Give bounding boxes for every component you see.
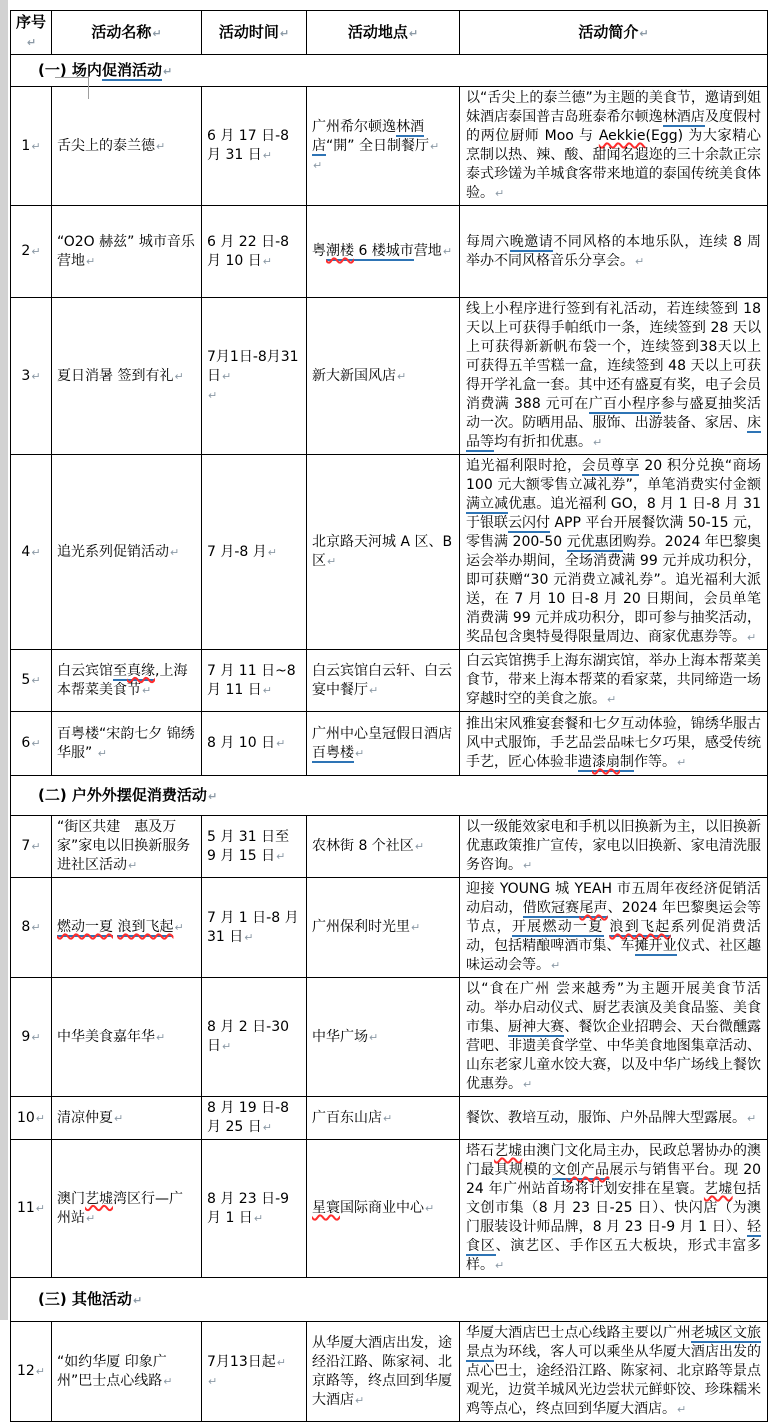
cell-intro: 每周六晚邀请不同风格的本地乐队，连续 8 周举办不同风格音乐分享会。↵ (460, 206, 768, 298)
activities-table (10, 10, 768, 1422)
table-row (11, 816, 768, 878)
cell-no: 2↵ (11, 206, 52, 298)
header-cell-intro: 活动简介↵ (460, 11, 768, 55)
table-row (11, 1322, 768, 1422)
table-row (11, 298, 768, 455)
cell-time: 5 月 31 日至 9 月 15 日↵ (202, 816, 307, 878)
header-cell-name: 活动名称↵ (52, 11, 202, 55)
cell-time: 8 月 23 日-9 月 1 日↵ (202, 1140, 307, 1278)
cell-intro: 白云宾馆携手上海东湖宾馆，举办上海本帮菜美食节，带来上海本帮菜的看家菜，共同缔造一场穿越时空的美食之旅。↵ (460, 650, 768, 712)
cell-location: 广州希尔顿逸林酒店“開” 全日制餐厅↵ ↵ (307, 87, 460, 206)
cell-location: 广百东山店↵ (307, 1097, 460, 1140)
cell-name: “O2O 赫兹” 城市音乐营地↵ (52, 206, 202, 298)
cell-intro: 以一级能效家电和手机以旧换新为主，以旧换新优惠政策推广宣传，家电以旧换新、家电清洗服务咨询。↵ (460, 816, 768, 878)
header-cell-time: 活动时间↵ (202, 11, 307, 55)
cell-time: 8 月 10 日↵ (202, 712, 307, 776)
cell-intro: 以“舌尖上的泰兰德”为主题的美食节，邀请到姐妹酒店泰国普吉岛班泰希尔顿逸林酒店及度假村的两位厨师 Moo 与 Aekkie(Egg) 为大家精心烹制以热、辣、酸、甜闻名遐迩的三十余款正宗泰式珍馐为羊城食客带来地道的泰国传统美食体验。↵ (460, 87, 768, 206)
cell-time: 7 月 1 日-8 月 31 日↵ (202, 878, 307, 978)
cell-location: 星寰国际商业中心↵ (307, 1140, 460, 1278)
cell-time: 8 月 19 日-8 月 25 日↵ (202, 1097, 307, 1140)
cell-time: 7 月 11 日~8 月 11 日↵ (202, 650, 307, 712)
table-row (11, 206, 768, 298)
cell-location: 中华广场↵ (307, 978, 460, 1097)
cell-location: 农林街 8 个社区↵ (307, 816, 460, 878)
activity-name: 舌尖上的泰兰德↵ (57, 137, 166, 154)
cell-no: 3↵ (11, 298, 52, 455)
cell-location: 北京路天河城 A 区、B 区↵ (307, 455, 460, 650)
cell-no: 1↵ (11, 87, 52, 206)
cell-time: 6 月 17 日-8 月 31 日↵ (202, 87, 307, 206)
page-margin-strip (0, 0, 8, 1320)
cell-intro: 华厦大酒店巴士点心线路主要以广州老城区文旅景点为环线，客人可以乘坐从华厦大酒店出发的点心巴士，途经沿江路、陈家祠、北京路等景点观光，边赏羊城风光边尝状元鲜虾饺、珍珠糯米鸡等点心，终点回到华厦大酒店。↵ (460, 1322, 768, 1422)
section-title: (二) 户外外摆促消费活动↵ (11, 776, 768, 816)
cell-no: 4↵ (11, 455, 52, 650)
cell-name: 燃动一夏 浪到飞起↵ (52, 878, 202, 978)
cell-location: 新大新国风店↵ (307, 298, 460, 455)
header-cell-no: 序号↵ (11, 11, 52, 55)
cell-no: 12↵ (11, 1322, 52, 1422)
section-title: (一) 场内促消活动↵ (11, 55, 768, 87)
cell-intro: 塔石艺墟由澳门文化局主办，民政总署协办的澳门最具规模的文创产品展示与销售平台。现 2024 年广州站首场将计划安排在星寰。艺墟包括文创市集（8 月 23 日-25 日）、快闪店（为澳门服装设计师品牌，8 月 23 日-9 月 1 日）、轻食区、演艺区、手作区五大板块，形式丰富多样。↵ (460, 1140, 768, 1278)
table-row (11, 712, 768, 776)
cell-time: 7月1日-8月31日↵ ↵ (202, 298, 307, 455)
cell-time: 7月13日起↵ ↵ (202, 1322, 307, 1422)
cell-no: 9↵ (11, 978, 52, 1097)
section-header-row-3 (11, 1278, 768, 1322)
cell-name: 白云宾馆至真缘,上海本帮菜美食节↵ (52, 650, 202, 712)
cell-no: 11↵ (11, 1140, 52, 1278)
cell-name: 追光系列促销活动↵ (52, 455, 202, 650)
cell-time: 8 月 2 日-30 日↵ (202, 978, 307, 1097)
cell-intro: 推出宋风雅宴套餐和七夕互动体验，锦绣华服古风中式服饰，手艺品尝品味七夕巧果，感受传统手艺，匠心体验非遗漆扇制作等。↵ (460, 712, 768, 776)
cell-no: 10↵ (11, 1097, 52, 1140)
section-title: (三) 其他活动↵ (11, 1278, 768, 1322)
header-row (11, 11, 768, 55)
cell-name: 夏日消暑 签到有礼↵ (52, 298, 202, 455)
textbox-anchor-mark (55, 77, 89, 99)
table-row (11, 87, 768, 206)
cell-location: 广州中心皇冠假日酒店百粤楼↵ (307, 712, 460, 776)
cell-intro: 追光福利限时抢，会员尊享 20 积分兑换“商场 100 元大额零售立减礼券”，单笔消费实付金额满立减优惠。追光福利 GO，8 月 1 日-8 月 31 于银联云闪付 APP 平台开展餐饮满 50-15 元，零售满 200-50 元优惠团购券。2024 年巴黎奥运会举办期间，全场消费满 99 元并成功积分，即可获赠“30 元消费立减礼券”。追光福利大派送，在 7 月 10 日-8 月 20 日期间，会员单笔消费满 99 元并成功积分，即可参与抽奖活动，奖品包含奥特曼得限量周边、商家优惠券等。↵ (460, 455, 768, 650)
cell-no: 6↵ (11, 712, 52, 776)
cell-name: 百粤楼“宋韵七夕 锦绣华服” ↵ (52, 712, 202, 776)
cell-no: 5↵ (11, 650, 52, 712)
cell-no: 7↵ (11, 816, 52, 878)
table-row (11, 1140, 768, 1278)
cell-name: 中华美食嘉年华↵ (52, 978, 202, 1097)
section-header-row-1 (11, 55, 768, 87)
cell-no: 8↵ (11, 878, 52, 978)
table-row (11, 1097, 768, 1140)
section-header-row-2 (11, 776, 768, 816)
cell-name: “如约华厦 印象广州”巴士点心线路↵ (52, 1322, 202, 1422)
cell-name: “街区共建 惠及万家”家电以旧换新服务进社区活动↵ (52, 816, 202, 878)
cell-location: 广州保利时光里↵ (307, 878, 460, 978)
cell-location: 粤潮楼 6 楼城市营地↵ (307, 206, 460, 298)
cell-name: 澳门艺墟湾区行—广州站↵ (52, 1140, 202, 1278)
cell-intro: 以“食在广州 尝来越秀”为主题开展美食节活动。举办启动仪式、厨艺表演及美食品鉴、美食市集、厨神大赛、餐饮企业招聘会、天台微醺露营吧、非遗美食学堂、中华美食地图集章活动、山东老家儿童水饺大赛，以及中华广场线上餐饮优惠券。↵ (460, 978, 768, 1097)
cell-intro: 迎接 YOUNG 城 YEAH 市五周年夜经济促销活动启动，借欧冠赛尾声、2024 年巴黎奥运会等节点，开展燃动一夏 浪到飞起系列促消费活动，包括精酿啤酒市集、车摊开业仪式、社区趣味运动会等。↵ (460, 878, 768, 978)
table-row (11, 650, 768, 712)
table-row (11, 455, 768, 650)
cell-location: 白云宾馆白云轩、白云宴中餐厅↵ (307, 650, 460, 712)
cell-location: 从华厦大酒店出发，途经沿江路、陈家祠、北京路等，终点回到华厦大酒店↵ (307, 1322, 460, 1422)
cell-intro: 线上小程序进行签到有礼活动，若连续签到 18 天以上可获得手帕纸巾一条，连续签到 28 天以上可获得新新帆布袋一个，连续签到38天以上可获得五羊雪糕一盒，连续签到 48 天以上可获得开学礼盒一套。其中还有盛夏有奖，电子会员消费满 388 元可在广百小程序参与盛夏抽奖活动一次。防晒用品、服饰、出游装备、家居、床品等均有折扣优惠。↵ (460, 298, 768, 455)
cell-time: 7 月-8 月↵ (202, 455, 307, 650)
cell-name (52, 87, 202, 206)
header-cell-location: 活动地点↵ (307, 11, 460, 55)
cell-time: 6 月 22 日-8 月 10 日↵ (202, 206, 307, 298)
table-row (11, 878, 768, 978)
cell-name: 清凉仲夏↵ (52, 1097, 202, 1140)
cell-intro: 餐饮、教培互动，服饰、户外品牌大型露展。↵ (460, 1097, 768, 1140)
table-row (11, 978, 768, 1097)
